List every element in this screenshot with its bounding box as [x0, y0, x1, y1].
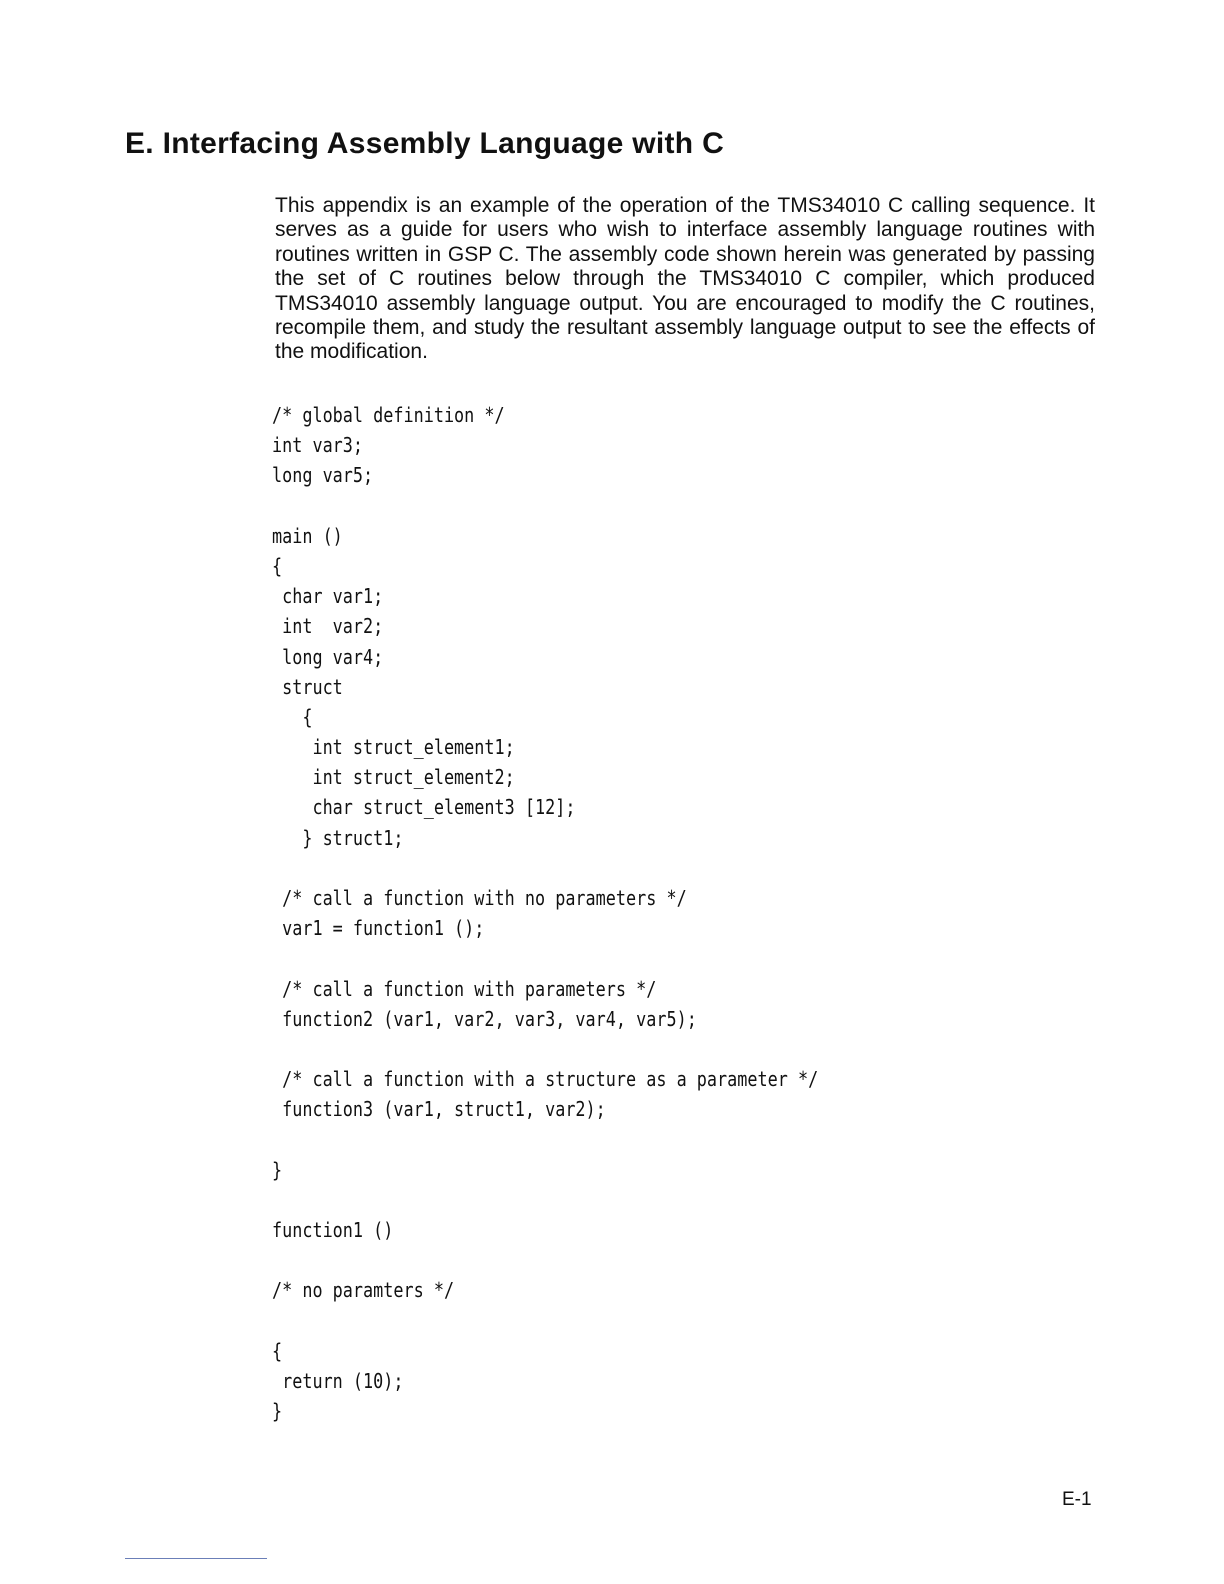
- intro-paragraph: This appendix is an example of the operation of the TMS34010 C calling sequence. It serves as a guide for users who wish to interface assembly language routines with routines written in GSP C. The assembly code shown herein was generated by passing the set of C routines below through the TMS34010 C compiler, which produced TMS34010 assembly language output. You are encouraged to modify the C routines, recompile them, and study the resultant assembly language output to see the effects of the modification.: [275, 194, 1095, 364]
- code-line: [272, 1306, 818, 1336]
- code-line: int struct_element2;: [272, 765, 515, 790]
- code-line: /* global definition */: [272, 403, 505, 427]
- code-line: /* no paramters */: [272, 1278, 455, 1303]
- code-line: struct: [272, 674, 343, 699]
- appendix-heading: E. Interfacing Assembly Language with C: [125, 127, 725, 160]
- code-line: int var2;: [272, 614, 384, 639]
- code-line: function2 (var1, var2, var3, var4, var5);: [272, 1006, 697, 1031]
- code-line: main (): [272, 523, 343, 548]
- code-line: {: [272, 1338, 283, 1363]
- page-number: E-1: [1062, 1489, 1092, 1510]
- code-line: [272, 1185, 818, 1215]
- code-line: /* call a function with no parameters */: [272, 886, 687, 910]
- code-line: function3 (var1, struct1, var2);: [272, 1097, 606, 1122]
- code-line: }: [272, 1157, 283, 1182]
- code-line: int var3;: [272, 433, 364, 458]
- code-line: [272, 943, 818, 973]
- code-line: var1 = function1 ();: [272, 916, 485, 941]
- code-line: }: [272, 1399, 283, 1424]
- code-line: return (10);: [272, 1369, 404, 1393]
- footer-rule: [125, 1558, 267, 1559]
- code-line: char var1;: [272, 584, 384, 609]
- code-line: /* call a function with parameters */: [272, 976, 657, 1001]
- code-line: [272, 1245, 818, 1275]
- code-line: } struct1;: [272, 825, 404, 850]
- code-line: int struct_element1;: [272, 735, 515, 760]
- code-line: {: [272, 704, 313, 729]
- code-line: long var5;: [272, 463, 374, 488]
- code-line: /* call a function with a structure as a parameter */: [272, 1067, 819, 1092]
- code-line: [272, 1125, 818, 1155]
- code-line: function1 (): [272, 1218, 394, 1243]
- code-line: [272, 1034, 818, 1064]
- c-code-listing: [272, 400, 818, 1426]
- code-line: long var4;: [272, 644, 384, 669]
- code-line: [272, 853, 818, 883]
- code-line: {: [272, 553, 283, 578]
- code-line: [272, 491, 818, 521]
- code-line: char struct_element3 [12];: [272, 795, 576, 820]
